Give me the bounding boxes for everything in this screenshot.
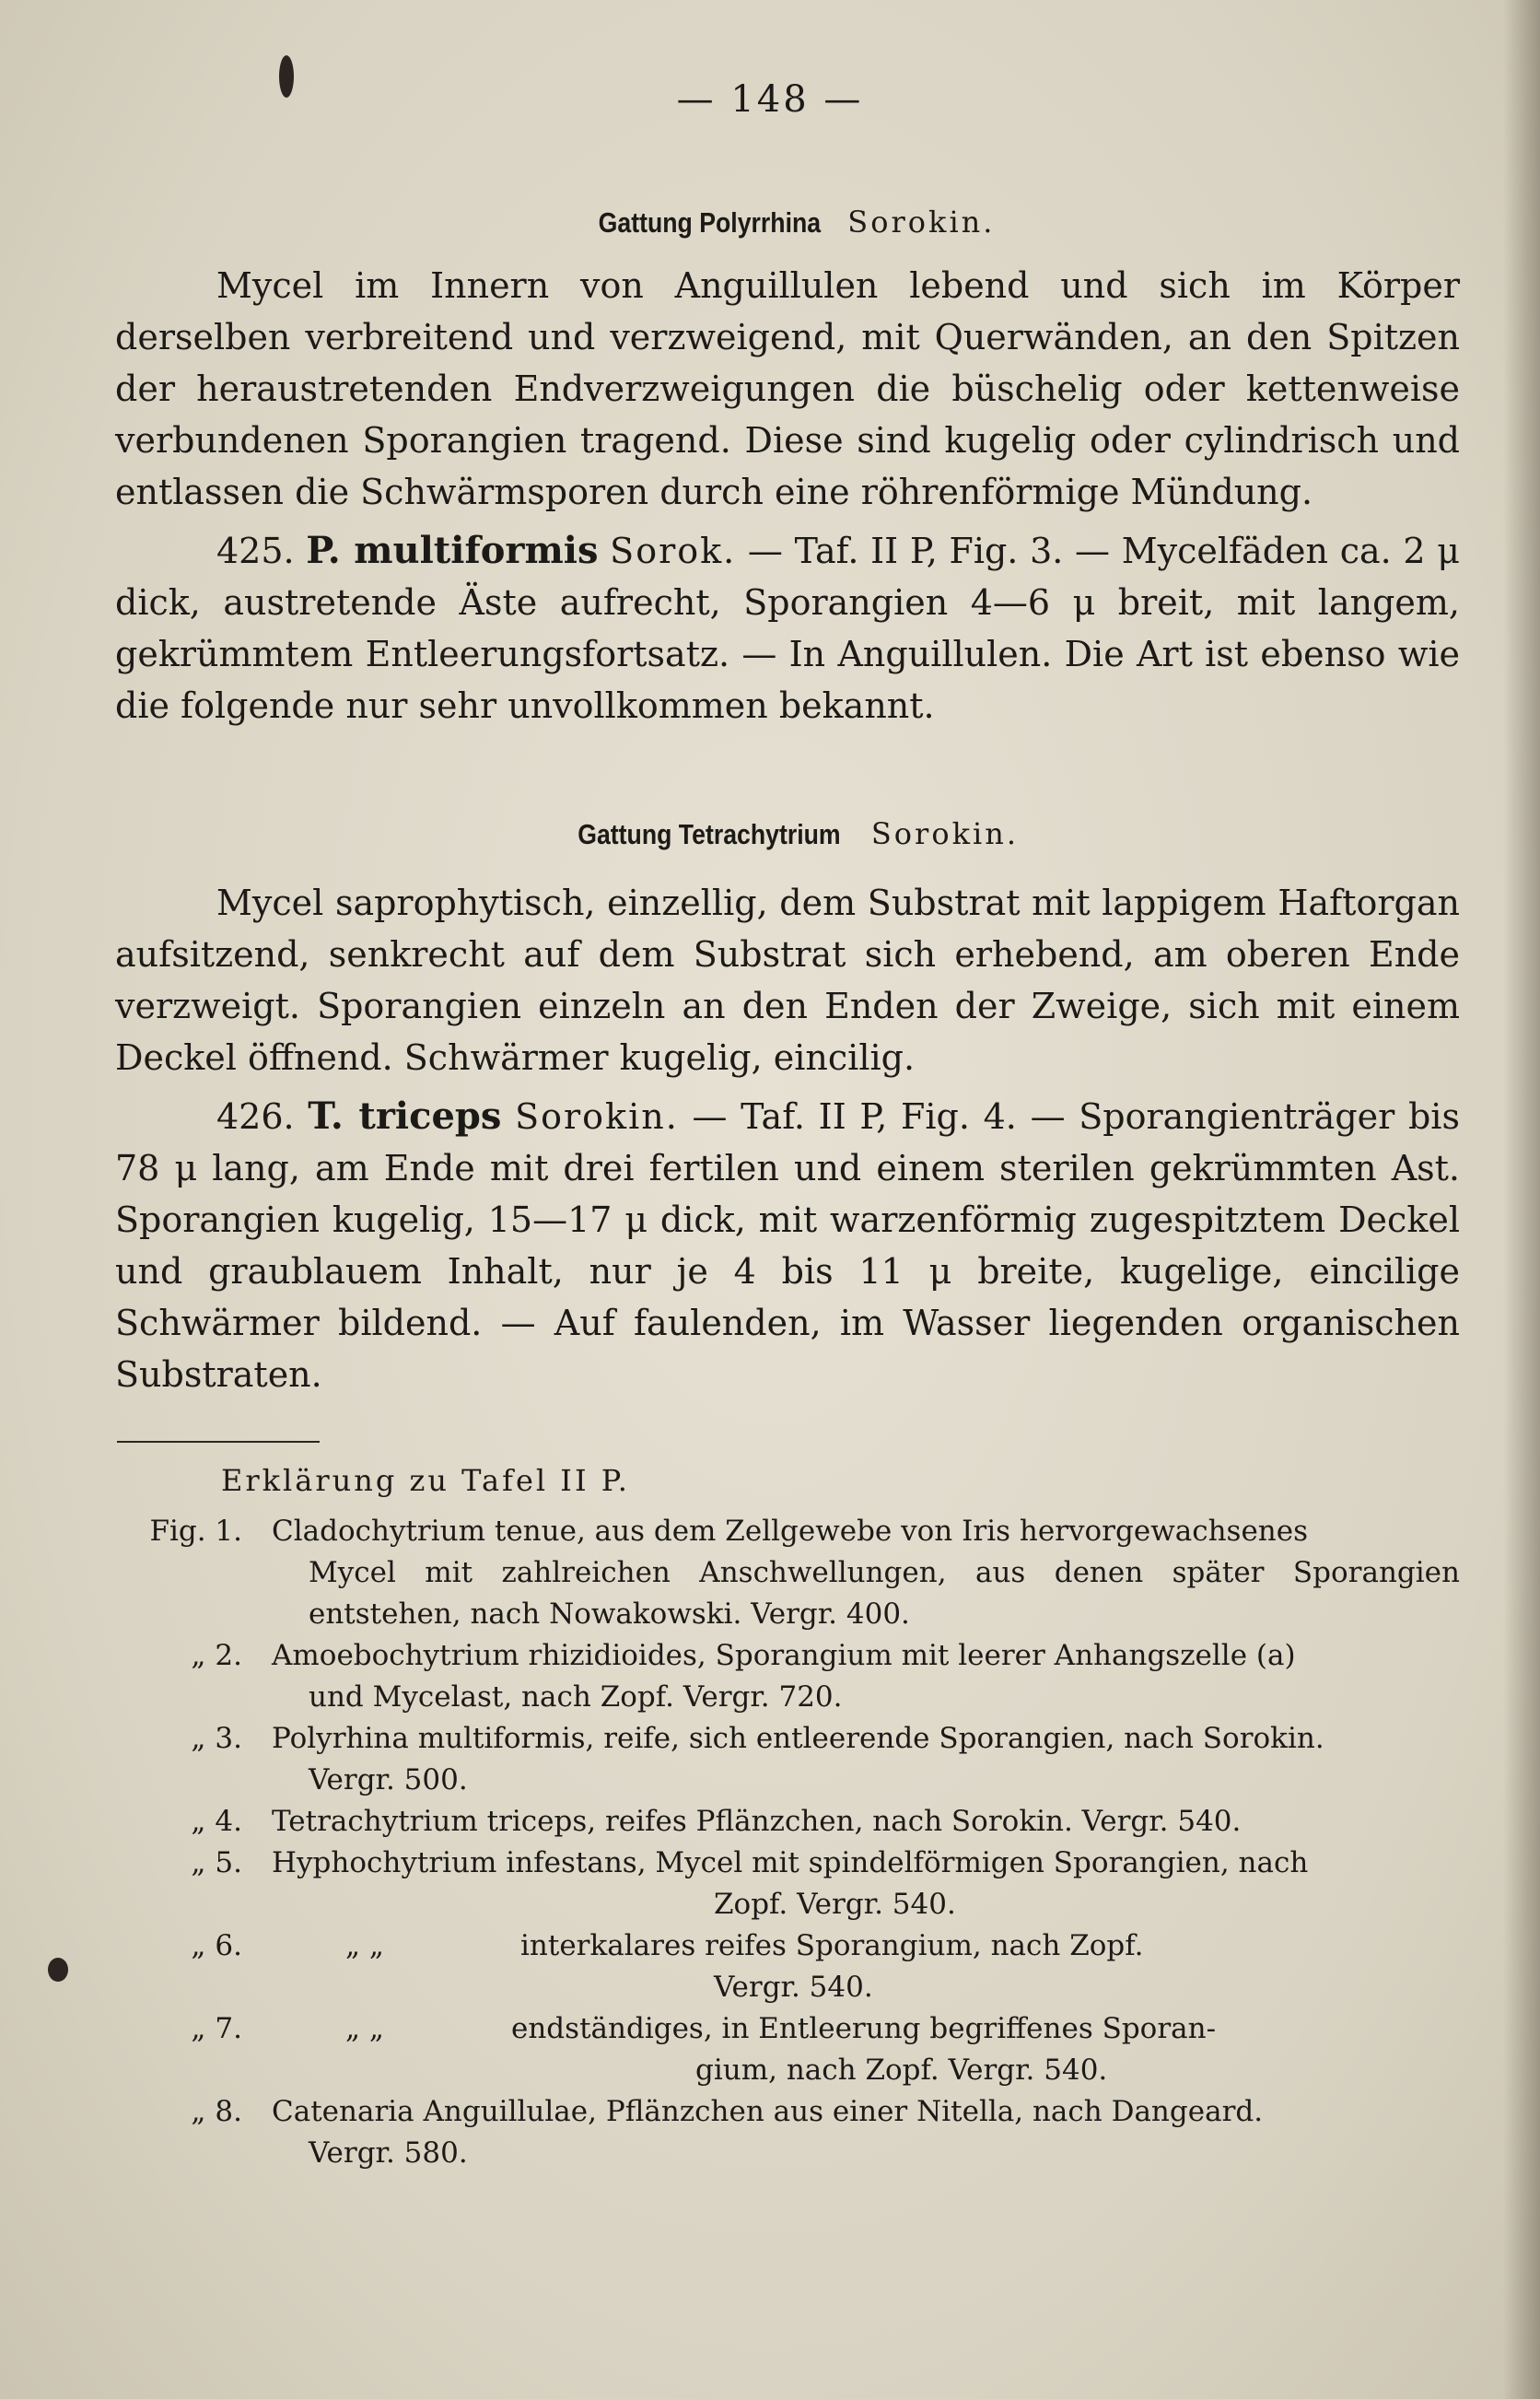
figure-number: 7.	[215, 2012, 242, 2045]
ditto-mark: „	[191, 2012, 206, 2045]
figure-caption-cont: Mycel mit zahlreichen Anschwellungen, aus denen später Sporangien entstehen, nach Nowakowski. Vergr. 400.	[309, 1556, 1460, 1631]
page-number: — 148 —	[676, 78, 864, 121]
figure-item	[115, 1718, 1460, 1801]
ditto-mark: „	[191, 1846, 206, 1879]
species-entry-426	[115, 1091, 1460, 1400]
species-entry-425	[115, 525, 1460, 731]
figure-item	[115, 1511, 1460, 1635]
figure-caption: Hyphochytrium infestans, Mycel mit spindelförmigen Sporangien, nach	[272, 1846, 1309, 1879]
figure-caption-cont: und Mycelast, nach Zopf. Vergr. 720.	[309, 1680, 843, 1714]
figure-caption: endständiges, in Entleerung begriffenes Sporan-	[511, 2012, 1217, 2045]
ditto-marks: „ „	[345, 2012, 384, 2045]
figure-list	[115, 1511, 1460, 2174]
figure-item	[115, 1843, 1460, 1925]
genus-description: Mycel im Innern von Anguillulen lebend und sich im Körper derselben verbreitend und verzweigend, mit Querwänden, an den Spitzen der heraustretenden Endverzweigungen die büschelig oder kettenweise verbundenen Sporangien tragend. Diese sind kugelig oder cylindrisch und entlassen die Schwärmsporen durch eine röhrenförmige Mündung.	[115, 265, 1460, 512]
figure-caption: Tetrachytrium triceps, reifes Pflänzchen, nach Sorokin. Vergr. 540.	[272, 1805, 1242, 1838]
genus-description: Mycel saprophytisch, einzellig, dem Substrat mit lappigem Haftorgan aufsitzend, senkrecht auf dem Substrat sich erhebend, am oberen Ende verzweigt. Sporangien einzeln an den Enden der Zweige, sich mit einem Deckel öffnend. Schwärmer kugelig, eincilig.	[115, 883, 1460, 1078]
ditto-mark: „	[191, 1722, 206, 1755]
figure-caption: Polyrhina multiformis, reife, sich entleerende Sporangien, nach Sorokin.	[272, 1722, 1324, 1755]
figure-caption-cont: Vergr. 540.	[714, 1971, 873, 2004]
figure-number: 2.	[215, 1639, 242, 1672]
species-text: — Taf. II P, Fig. 3. — Mycelfäden ca. 2 μ dick, austretende Äste aufrecht, Sporangien 4—6 μ breit, mit langem, gekrümmtem Entleerungsfortsatz. — In Anguillulen. Die Art ist ebenso wie die folgende nur sehr unvollkommen bekannt.	[115, 531, 1460, 726]
page-spine-shadow	[1503, 0, 1540, 2399]
genus-author: Sorokin.	[847, 205, 996, 240]
figure-caption: Cladochytrium tenue, aus dem Zellgewebe von Iris hervorgewachsenes	[272, 1515, 1309, 1548]
genus-author: Sorokin.	[870, 816, 1019, 851]
genus-name: Gattung Polyrrhina	[598, 206, 821, 239]
figure-number: 4.	[215, 1805, 242, 1838]
figure-number: 6.	[215, 1929, 242, 1962]
figure-caption: Amoebochytrium rhizidioides, Sporangium mit leerer Anhangszelle (a)	[272, 1639, 1296, 1672]
page-content	[115, 205, 1460, 2174]
figure-caption: interkalares reifes Sporangium, nach Zopf.	[520, 1929, 1144, 1962]
figure-caption-cont: gium, nach Zopf. Vergr. 540.	[695, 2054, 1108, 2087]
ditto-mark: „	[191, 1639, 206, 1672]
species-number: 426.	[216, 1096, 295, 1137]
figure-caption: Catenaria Anguillulae, Pflänzchen aus einer Nitella, nach Dangeard.	[272, 2095, 1264, 2128]
genus-name: Gattung Tetrachytrium	[578, 818, 841, 850]
ditto-mark: „	[191, 1929, 206, 1962]
ditto-marks: „ „	[345, 1929, 384, 1962]
genus-heading-tetrachytrium	[115, 816, 1460, 851]
ditto-mark: „	[191, 2095, 206, 2128]
figure-item	[115, 1925, 1460, 2008]
figure-item	[115, 2008, 1460, 2091]
section-divider	[117, 1441, 320, 1443]
figure-caption-cont: Zopf. Vergr. 540.	[714, 1888, 956, 1921]
species-name: P. multiformis	[306, 529, 599, 572]
species-number: 425.	[216, 531, 295, 571]
figure-number: Fig. 1.	[149, 1515, 242, 1548]
figure-number: 8.	[215, 2095, 242, 2128]
species-text: — Taf. II P, Fig. 4. — Sporangienträger bis 78 μ lang, am Ende mit drei fertilen und einem sterilen gekrümmten Ast. Sporangien kugelig, 15—17 μ dick, mit warzenförmig zugespitztem Deckel und graublauem Inhalt, nur je 4 bis 11 μ breite, kugelige, eincilige Schwärmer bildend. — Auf faulenden, im Wasser liegenden organischen Substraten.	[115, 1096, 1460, 1395]
figure-item	[115, 2091, 1460, 2174]
genus-heading-polyrrhina	[115, 205, 1460, 240]
species-name: T. triceps	[308, 1094, 502, 1138]
plate-explanation-title: Erklärung zu Tafel II P.	[221, 1463, 630, 1498]
figure-caption-cont: Vergr. 500.	[309, 1763, 468, 1796]
figure-number: 3.	[215, 1722, 242, 1755]
figure-number: 5.	[215, 1846, 242, 1879]
species-author: Sorok.	[610, 531, 737, 571]
figure-item	[115, 1635, 1460, 1718]
ditto-mark: „	[191, 1805, 206, 1838]
figure-item	[115, 1801, 1460, 1843]
figure-caption-cont: Vergr. 580.	[309, 2136, 468, 2170]
species-author: Sorokin.	[515, 1096, 679, 1137]
ink-spot	[48, 1958, 68, 1982]
